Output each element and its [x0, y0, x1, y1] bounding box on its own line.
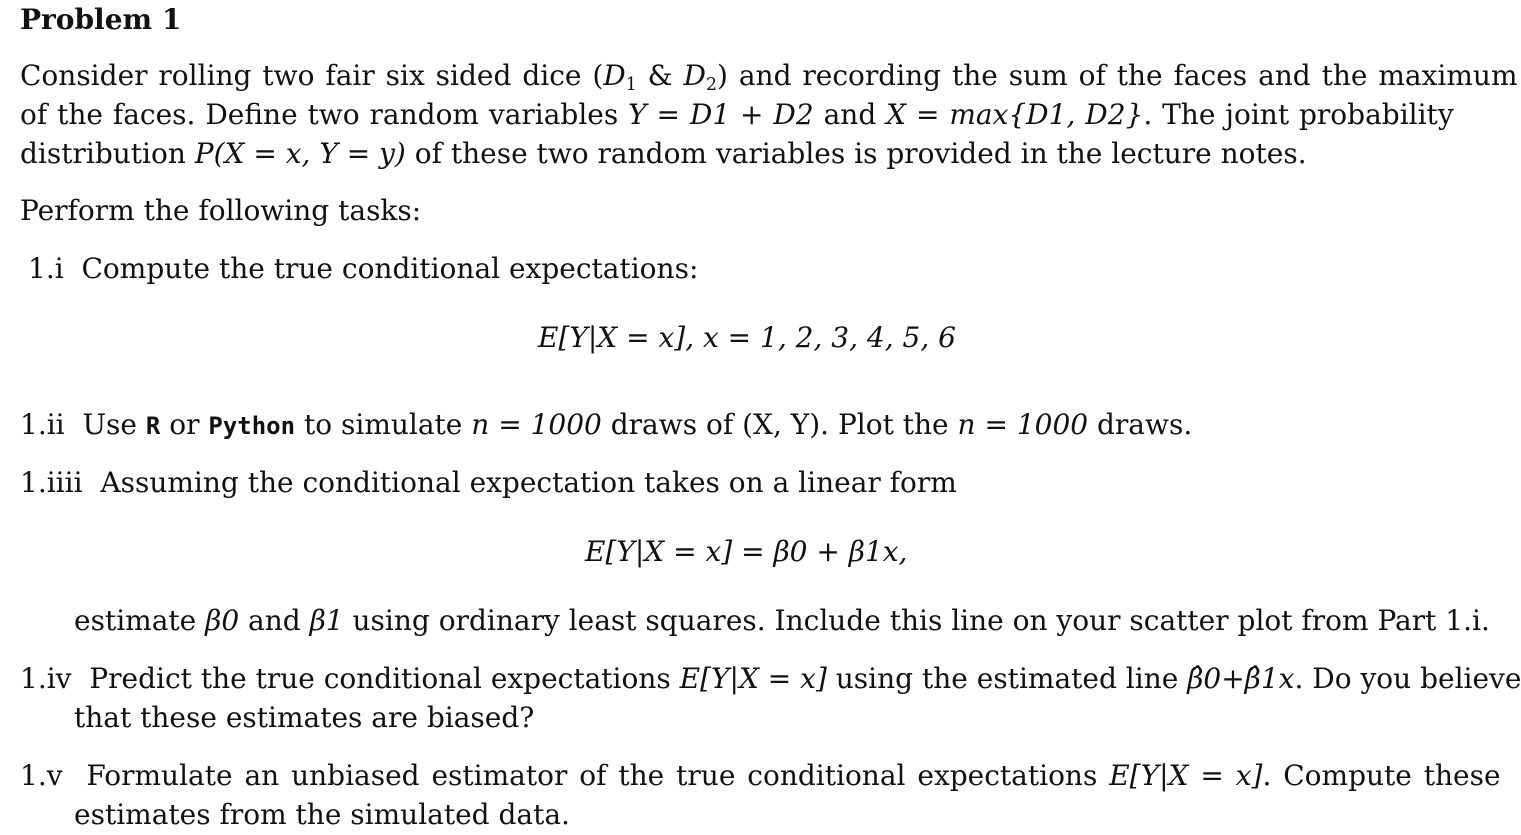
task-1ii: 1.ii Use R or Python to simulate n = 1000 draws of (X, Y). Plot the n = 1000 draws.: [20, 408, 1193, 441]
r-language: R: [145, 412, 161, 440]
equation-y: Y = D1 + D2: [628, 98, 814, 131]
task-number: 1.iiii: [20, 466, 83, 499]
tasks-label: Perform the following tasks:: [20, 194, 422, 227]
intro-line-3: distribution P(X = x, Y = y) of these two random variables is provided in the lecture notes.: [20, 137, 1307, 170]
intro-line-2: of the faces. Define two random variables Y = D1 + D2 and X = max{D1, D2}. The joint probability: [20, 98, 1454, 131]
equation-joint: P(X = x, Y = y): [194, 137, 406, 170]
python-language: Python: [208, 412, 296, 440]
task-1v: 1.v Formulate an unbiased estimator of the true conditional expectations E[Y|X = x]. Compute these: [20, 759, 1501, 792]
task-number: 1.iv: [20, 662, 72, 695]
task-1i: 1.i Compute the true conditional expectations:: [28, 252, 699, 285]
task-1v-line-2: estimates from the simulated data.: [74, 798, 570, 831]
task-1iv-line-2: that these estimates are biased?: [74, 701, 535, 734]
problem-title: Problem 1: [20, 3, 182, 36]
task-number: 1.v: [20, 759, 63, 792]
equation-conditional: E[Y|X = x], x = 1, 2, 3, 4, 5, 6: [538, 321, 956, 354]
task-number: 1.i: [28, 252, 64, 285]
intro-line-1: Consider rolling two fair six sided dice ($D_1$ & $D_2$) and recording the sum of the faces and the maximum: [20, 59, 1518, 96]
task-1iv: 1.iv Predict the true conditional expectations E[Y|X = x] using the estimated line β̂0+β̂1x. Do you believe: [20, 662, 1521, 695]
task-1iiii: 1.iiii Assuming the conditional expectation takes on a linear form: [20, 466, 957, 499]
equation-linear: E[Y|X = x] = β0 + β1x,: [585, 535, 908, 568]
task-1iiii-follow: estimate β0 and β1 using ordinary least squares. Include this line on your scatter plot from Part 1.i.: [74, 604, 1490, 637]
task-number: 1.ii: [20, 408, 65, 441]
equation-x: X = max{D1, D2}: [886, 98, 1144, 131]
